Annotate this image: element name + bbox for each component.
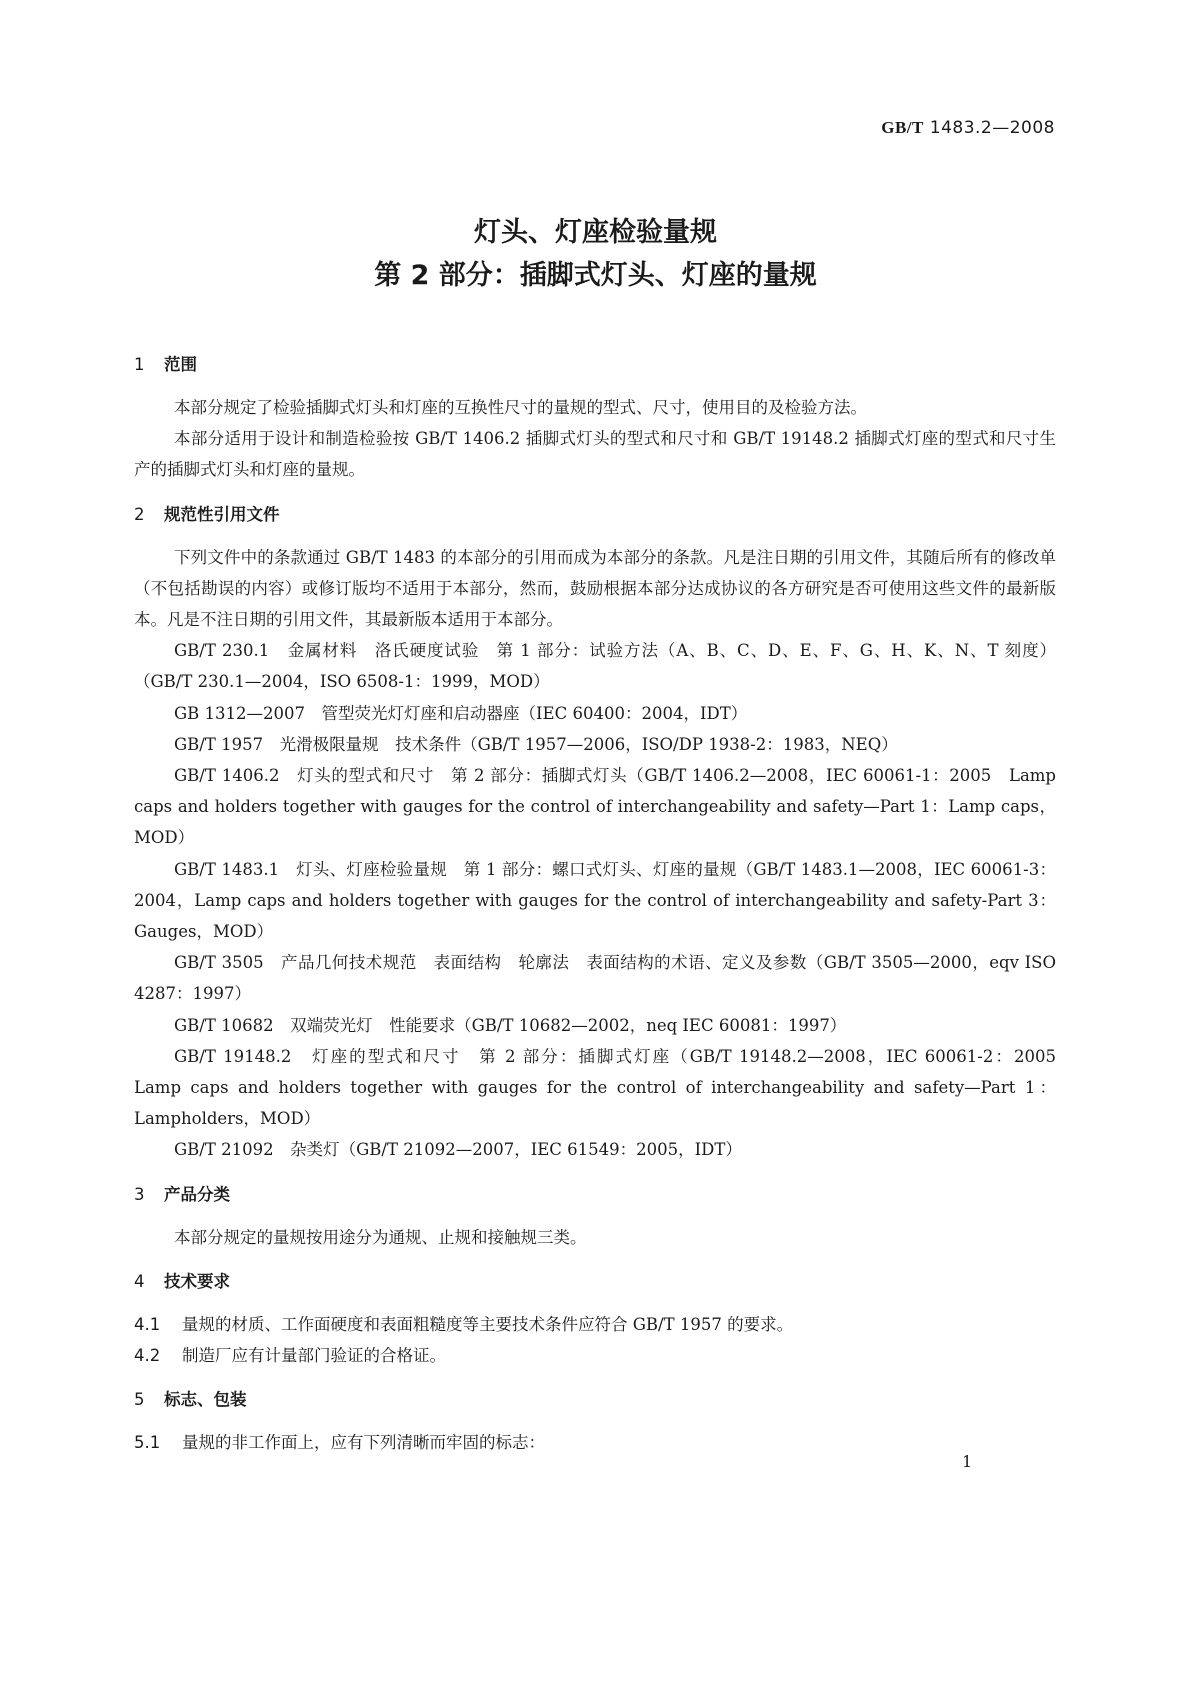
reference-item: GB/T 230.1 金属材料 洛氏硬度试验 第 1 部分：试验方法（A、B、C、D、E、F、G、H、K、N、T 刻度）（GB/T 230.1—2004，ISO 6508-1：1999，MOD） [134, 641, 1056, 692]
reference-item: GB/T 21092 杂类灯（GB/T 21092—2007，IEC 61549：2005，IDT） [174, 1140, 742, 1160]
reference-item: GB/T 10682 双端荧光灯 性能要求（GB/T 10682—2002，neq IEC 60081：1997） [174, 1015, 847, 1035]
clause-4-2 [134, 1340, 1056, 1371]
section-title: 产品分类 [164, 1184, 230, 1204]
section-5-heading [134, 1385, 1056, 1415]
clause-text: 量规的材质、工作面硬度和表面粗糙度等主要技术条件应符合 GB/T 1957 的要求。 [182, 1314, 794, 1334]
section-number: 2 [134, 504, 145, 524]
references-intro: 下列文件中的条款通过 GB/T 1483 的本部分的引用而成为本部分的条款。凡是注日期的引用文件，其随后所有的修改单（不包括勘误的内容）或修订版均不适用于本部分，然而，鼓励根据本部分达成协议的各方研究是否可使用这些文件的最新版本。凡是不注日期的引用文件，其最新版本适用于本部分。 [134, 547, 1056, 630]
document-title [0, 212, 1191, 298]
scope-paragraph-1: 本部分规定了检验插脚式灯头和灯座的互换性尺寸的量规的型式、尺寸，使用目的及检验方法。 [174, 398, 867, 417]
section-3-heading [134, 1180, 1056, 1210]
scope-paragraph-2: 本部分适用于设计和制造检验按 GB/T 1406.2 插脚式灯头的型式和尺寸和 GB/T 19148.2 插脚式灯座的型式和尺寸生产的插脚式灯头和灯座的量规。 [134, 429, 1056, 480]
standard-number-rest: 1483.2—2008 [923, 118, 1055, 138]
standard-number-prefix: GB/T [881, 118, 924, 137]
title-line-2: 第 2 部分：插脚式灯头、灯座的量规 [374, 260, 817, 291]
reference-item: GB/T 1406.2 灯头的型式和尺寸 第 2 部分：插脚式灯头（GB/T 1406.2—2008，IEC 60061-1：2005 Lamp caps and holders together with gauges for the control of interchangeability and safety—Part 1：Lamp caps，MOD） [134, 766, 1056, 848]
reference-item: GB/T 19148.2 灯座的型式和尺寸 第 2 部分：插脚式灯座（GB/T 19148.2—2008，IEC 60061-2：2005 Lamp caps and holders together with gauges for the control of interchangeability and safety—Part 1：Lampholders，MOD） [134, 1046, 1073, 1129]
section-4-heading [134, 1267, 1056, 1297]
reference-item: GB 1312—2007 管型荧光灯灯座和启动器座（IEC 60400：2004，IDT） [174, 703, 748, 723]
reference-item: GB/T 1483.1 灯头、灯座检验量规 第 1 部分：螺口式灯头、灯座的量规（GB/T 1483.1—2008，IEC 60061-3：2004，Lamp caps and holders together with gauges for the control of interchangeability and safety-Part 3：Gauges，MOD） [134, 859, 1056, 942]
document-body [134, 350, 1073, 1458]
section-title: 规范性引用文件 [164, 504, 280, 524]
clause-number: 5.1 [134, 1432, 161, 1452]
section-number: 3 [134, 1184, 145, 1204]
reference-item: GB/T 1957 光滑极限量规 技术条件（GB/T 1957—2006，ISO/DP 1938-2：1983，NEQ） [174, 734, 898, 754]
section-1-heading [134, 350, 1056, 380]
clause-number: 4.2 [134, 1345, 161, 1365]
section-number: 5 [134, 1389, 145, 1409]
clause-number: 4.1 [134, 1314, 161, 1334]
section-number: 1 [134, 355, 145, 374]
section-number: 4 [134, 1271, 145, 1291]
section-title: 范围 [164, 355, 197, 374]
section-title: 技术要求 [164, 1271, 230, 1291]
clause-text: 量规的非工作面上，应有下列清晰而牢固的标志： [182, 1432, 545, 1452]
clause-text: 制造厂应有计量部门验证的合格证。 [182, 1345, 446, 1365]
page-number: 1 [962, 1452, 973, 1471]
reference-item: GB/T 3505 产品几何技术规范 表面结构 轮廓法 表面结构的术语、定义及参数（GB/T 3505—2000，eqv ISO 4287：1997） [134, 953, 1056, 1004]
clause-5-1 [134, 1427, 1056, 1458]
classification-paragraph: 本部分规定的量规按用途分为通规、止规和接触规三类。 [174, 1227, 587, 1247]
section-title: 标志、包装 [164, 1389, 247, 1409]
section-2-heading [134, 500, 1056, 530]
title-line-1: 灯头、灯座检验量规 [474, 217, 717, 248]
standard-number [881, 118, 1055, 138]
clause-4-1 [134, 1309, 1056, 1340]
